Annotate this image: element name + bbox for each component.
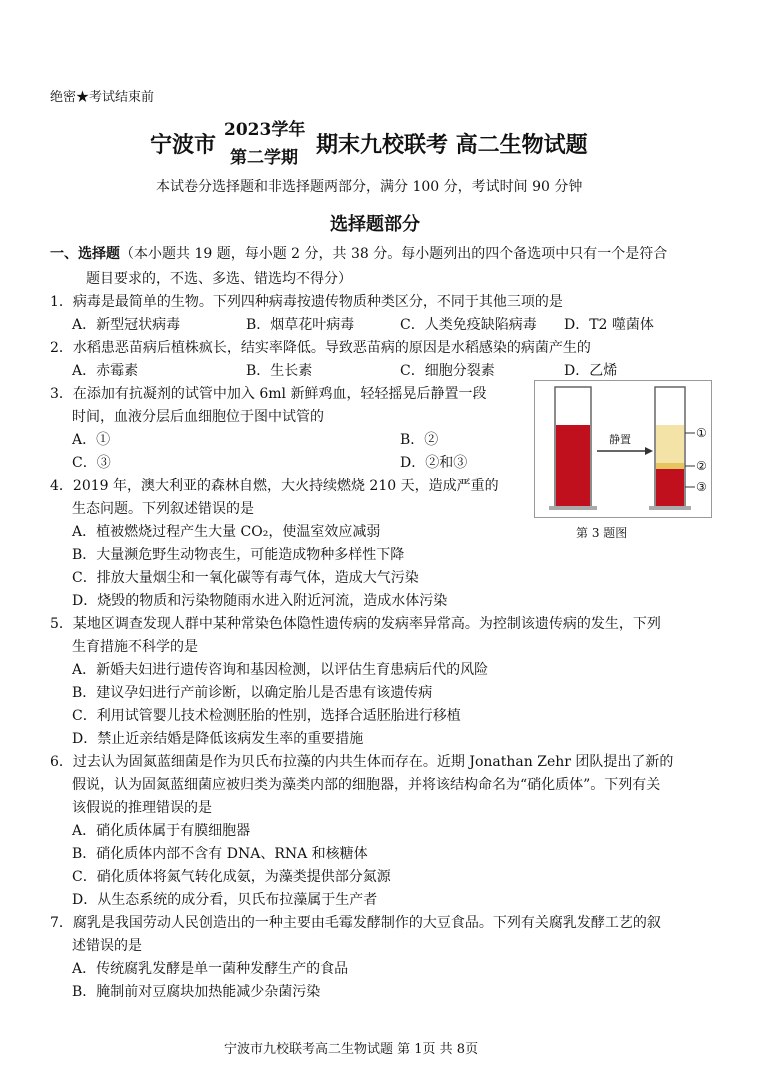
question-4-option-d: D．烧毁的物质和污染物随雨水进入附近河流，造成水体污染 — [72, 593, 448, 609]
title-term: 第二学期 — [230, 148, 298, 168]
question-3-stem-1: 3．在添加有抗凝剂的试管中加入 6ml 新鲜鸡血，轻轻摇晃后静置一段 — [50, 386, 487, 402]
instructions-text: （本小题共 19 题，每小题 2 分，共 38 分。每小题列出的四个备选项中只有一个是符合 — [120, 246, 668, 262]
instructions-line-2: 题目要求的，不选、多选、错选均不得分） — [86, 271, 352, 287]
figure-test-tubes — [534, 380, 712, 518]
right-tube-base — [649, 506, 691, 510]
question-5-option-a: A．新婚夫妇进行遗传咨询和基因检测，以评估生育患病后代的风险 — [72, 662, 489, 678]
question-6-stem-1: 6．过去认为固氮蓝细菌是作为贝氏布拉藻的内共生体而存在。近期 Jonathan Zehr 团队提出了新的 — [50, 754, 674, 770]
question-5-option-b: B．建议孕妇进行产前诊断，以确定胎儿是否患有该遗传病 — [72, 685, 433, 701]
question-1-option-c: C．人类免疫缺陷病毒 — [400, 317, 537, 333]
marker-1: ① — [696, 426, 707, 440]
left-tube-base — [549, 506, 597, 510]
arrow-label: 静置 — [609, 433, 631, 446]
figure-caption: 第 3 题图 — [576, 526, 628, 540]
title-year: 2023学年 — [224, 120, 306, 140]
question-2-stem: 2．水稻患恶苗病后植株疯长，结实率降低。导致恶苗病的原因是水稻感染的病菌产生的 — [50, 340, 591, 356]
question-1-stem: 1．病毒是最简单的生物。下列四种病毒按遗传物质种类区分，不同于其他三项的是 — [50, 294, 563, 310]
page-title: 期末九校联考 高二生物试题 — [316, 132, 588, 158]
question-7-option-b: B．腌制前对豆腐块加热能减少杂菌污染 — [72, 984, 321, 1000]
question-3-option-b: B．② — [400, 432, 439, 448]
question-1-option-a: A．新型冠状病毒 — [72, 317, 181, 333]
marker-2: ② — [696, 459, 707, 473]
question-2-option-a: A．赤霉素 — [72, 363, 139, 379]
question-5-option-d: D．禁止近亲结婚是降低该病发生率的重要措施 — [72, 731, 364, 747]
question-3-option-a: A．① — [72, 432, 111, 448]
question-4-option-b: B．大量濒危野生动物丧生，可能造成物种多样性下降 — [72, 547, 405, 563]
question-7-stem-1: 7．腐乳是我国劳动人民创造出的一种主要由毛霉发酵制作的大豆食品。下列有关腐乳发酵工艺的叙 — [50, 915, 661, 931]
question-2-option-c: C．细胞分裂素 — [400, 363, 495, 379]
question-3-option-c: C．③ — [72, 455, 111, 471]
instructions-label: 一、选择题 — [50, 246, 120, 262]
question-7-option-a: A．传统腐乳发酵是单一菌种发酵生产的食品 — [72, 961, 349, 977]
question-7-stem-2: 述错误的是 — [72, 938, 142, 954]
question-2-option-b: B．生长素 — [246, 363, 313, 379]
marker-3: ③ — [696, 480, 707, 494]
question-4-stem-1: 4．2019 年，澳大利亚的森林自燃，大火持续燃烧 210 天，造成严重的 — [50, 478, 499, 494]
question-3-stem-2: 时间，血液分层后血细胞位于图中试管的 — [72, 409, 324, 425]
question-6-stem-3: 该假说的推理错误的是 — [72, 800, 212, 816]
question-2-option-d: D．乙烯 — [564, 363, 618, 379]
question-4-option-a: A．植被燃烧过程产生大量 CO₂，使温室效应减弱 — [72, 524, 381, 540]
right-tube-buffy-coat — [656, 463, 684, 469]
arrow-head-icon — [645, 447, 653, 455]
question-1-option-b: B．烟草花叶病毒 — [246, 317, 355, 333]
instructions-line-1 — [50, 243, 667, 263]
question-5-option-c: C．利用试管婴儿技术检测胚胎的性别，选择合适胚胎进行移植 — [72, 708, 461, 724]
question-5-stem-1: 5．某地区调查发现人群中某种常染色体隐性遗传病的发病率异常高。为控制该遗传病的发生，下列 — [50, 616, 661, 632]
test-tube-diagram — [535, 381, 711, 517]
question-4-stem-2: 生态问题。下列叙述错误的是 — [72, 501, 254, 517]
question-6-option-a: A．硝化质体属于有膜细胞器 — [72, 823, 251, 839]
confidential-label: 绝密★考试结束前 — [50, 90, 155, 105]
question-1-option-d: D．T2 噬菌体 — [564, 317, 654, 333]
right-tube-plasma — [656, 425, 684, 463]
exam-subtitle: 本试卷分选择题和非选择题两部分，满分 100 分，考试时间 90 分钟 — [156, 179, 583, 195]
question-6-option-d: D．从生态系统的成分看，贝氏布拉藻属于生产者 — [72, 892, 378, 908]
title-city: 宁波市 — [150, 132, 217, 158]
question-3-option-d: D．②和③ — [400, 455, 468, 471]
page-footer: 宁波市九校联考高二生物试题 第 1页 共 8页 — [224, 1042, 479, 1057]
question-6-option-c: C．硝化质体将氮气转化成氨，为藻类提供部分氮源 — [72, 869, 391, 885]
left-tube-blood — [556, 425, 590, 506]
question-4-option-c: C．排放大量烟尘和一氧化碳等有毒气体，造成大气污染 — [72, 570, 419, 586]
right-tube-red-cells — [656, 469, 684, 506]
question-6-option-b: B．硝化质体内部不含有 DNA、RNA 和核糖体 — [72, 846, 368, 862]
question-6-stem-2: 假说，认为固氮蓝细菌应被归类为藻类内部的细胞器，并将该结构命名为“硝化质体”。下列有关 — [72, 777, 661, 793]
section-title: 选择题部分 — [330, 214, 420, 235]
question-5-stem-2: 生育措施不科学的是 — [72, 639, 198, 655]
